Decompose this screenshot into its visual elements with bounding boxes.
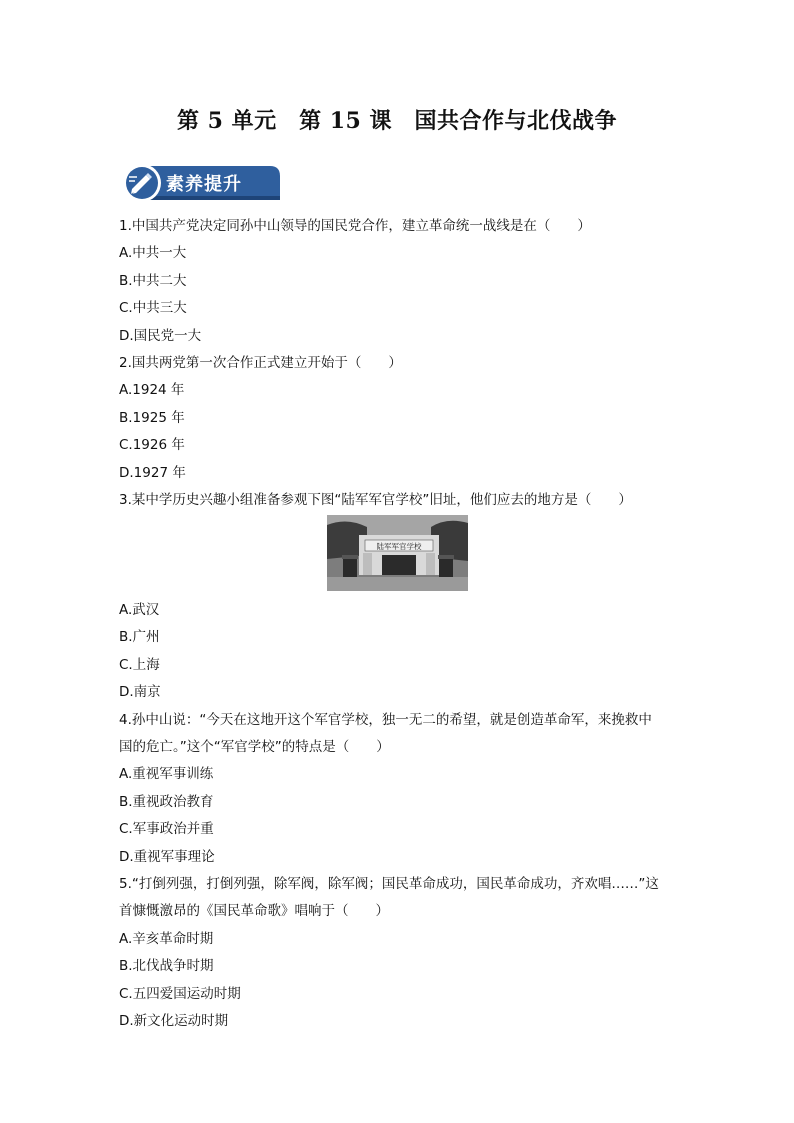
- answer-option: A.1924 年: [119, 382, 185, 399]
- answer-option: A.中共一大: [119, 245, 187, 262]
- answer-option: D.南京: [119, 684, 161, 701]
- section-label: 素养提升: [166, 174, 242, 195]
- question-stem: 3.某中学历史兴趣小组准备参观下图“陆军军官学校”旧址，他们应去的地方是（ ）: [119, 492, 632, 508]
- answer-option: B.1925 年: [119, 409, 185, 426]
- answer-option: C.五四爱国运动时期: [119, 985, 241, 1002]
- answer-option: C.中共三大: [119, 300, 187, 317]
- question-stem: 1.中国共产党决定同孙中山领导的国民党合作，建立革命统一战线是在（ ）: [119, 218, 591, 234]
- question-stem: 5.“打倒列强，打倒列强，除军阀，除军阀；国民革命成功，国民革命成功，齐欢唱……”这: [119, 876, 659, 892]
- answer-option: B.重视政治教育: [119, 793, 214, 810]
- answer-option: D.国民党一大: [119, 327, 202, 344]
- school-gate-photo: [327, 515, 468, 591]
- question-stem: 2.国共两党第一次合作正式建立开始于（ ）: [119, 355, 402, 371]
- answer-option: C.上海: [119, 656, 160, 673]
- page-title: 第 5 单元 第 15 课 国共合作与北伐战争: [176, 108, 618, 134]
- question-stem: 4.孙中山说：“今天在这地开这个军官学校，独一无二的希望，就是创造革命军，来挽救中: [119, 711, 652, 728]
- question-stem: 国的危亡。”这个“军官学校”的特点是（ ）: [119, 739, 390, 755]
- answer-option: D.1927 年: [119, 464, 186, 481]
- section-banner: [120, 162, 282, 204]
- school-sign: 陆军军官学校: [376, 542, 422, 551]
- answer-option: C.1926 年: [119, 437, 185, 454]
- answer-option: A.重视军事训练: [119, 766, 214, 783]
- answer-option: B.北伐战争时期: [119, 958, 214, 975]
- answer-option: A.武汉: [119, 602, 160, 618]
- answer-option: A.辛亥革命时期: [119, 930, 214, 947]
- answer-option: D.重视军事理论: [119, 848, 215, 865]
- question-stem: 首慷慨激昂的《国民革命歌》唱响于（ ）: [119, 903, 389, 920]
- answer-option: B.广州: [119, 629, 160, 646]
- answer-option: D.新文化运动时期: [119, 1013, 229, 1029]
- answer-option: C.军事政治并重: [119, 821, 214, 838]
- answer-option: B.中共二大: [119, 272, 187, 289]
